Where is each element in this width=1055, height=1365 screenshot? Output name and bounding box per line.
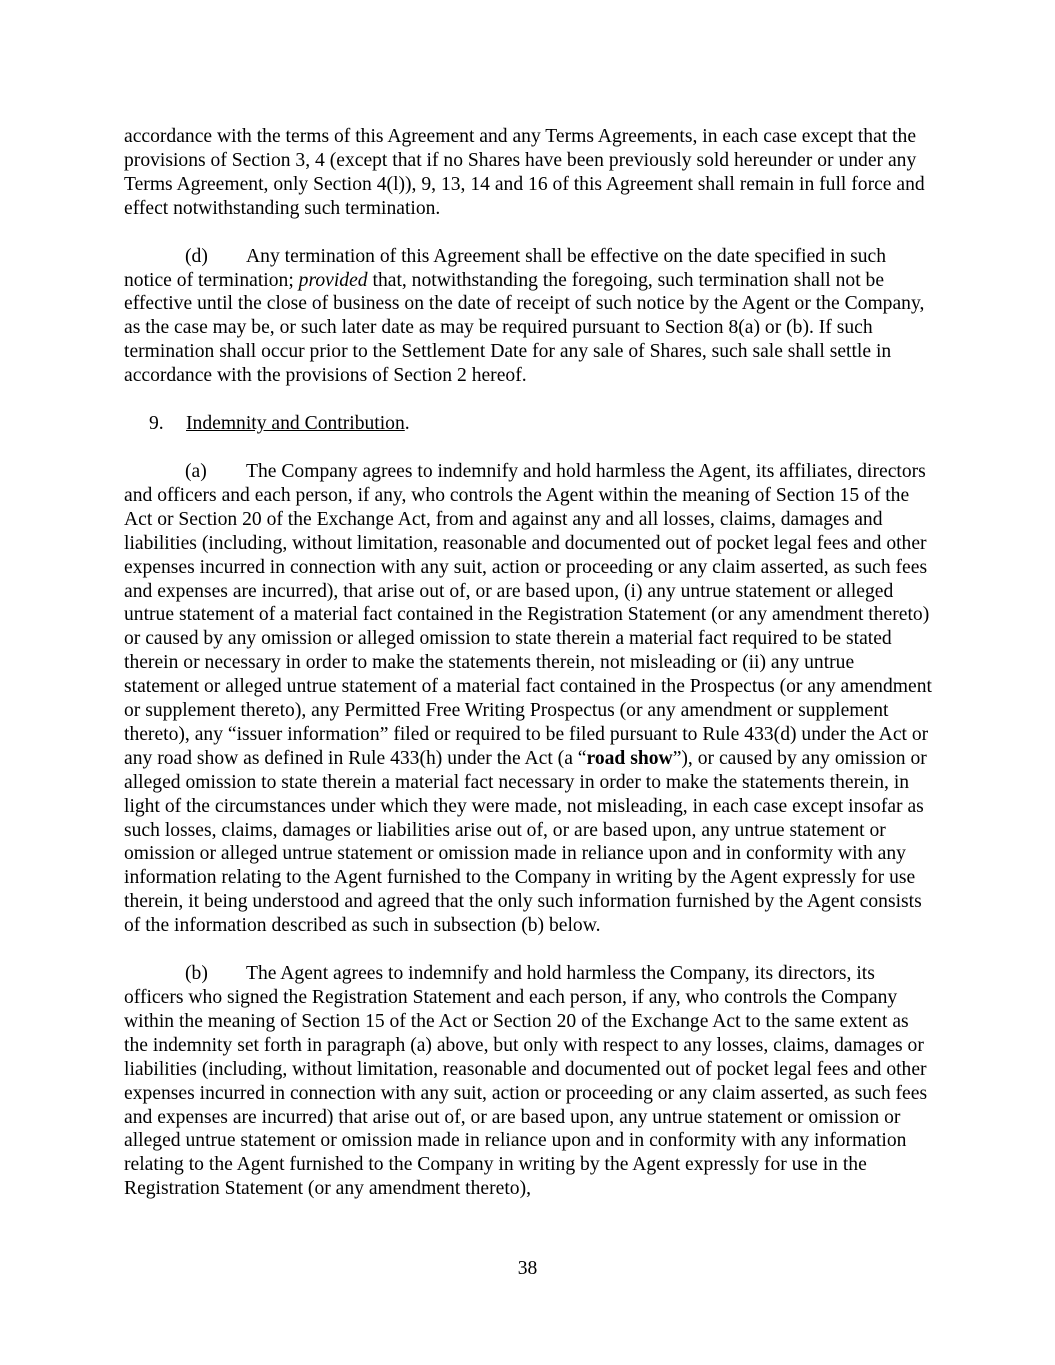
paragraph-continuation: accordance with the terms of this Agreement and any Terms Agreements, in each case except that the provisions of Section 3, 4 (except that if no Shares have been previously sold hereunder or under any Terms Agreement, only Section 4(l)), 9, 13, 14 and 16 of this Agreement shall remain in full force and effect notwithstanding such termination. [124,126,925,219]
paragraph-text: that, notwithstanding the foregoing, such termination shall not be effective until the close of business on the date of receipt of such notice by the Agent or the Company, as the case may be, or such later date as may be required pursuant to Section 8(a) or (b). If such termination shall occur prior to the Settlement Date for any sale of Shares, such sale shall settle in accordance with the provisions of Section 2 hereof. [124,269,925,387]
paragraph-label: (b) [185,963,208,985]
paragraph-text: The Company agrees to indemnify and hold harmless the Agent, its affiliates, directors and officers and each person, if any, who controls the Agent within the meaning of Section 15 of the Act or Section 20 of the Exchange Act, from and against any and all losses, claims, damages and liabilities (including, without limitation, reasonable and documented out of pocket legal fees and other expenses incurred in connection with any suit, action or proceeding or any claim asserted, as such fees and expenses are incurred), that arise out of, or are based upon, (i) any untrue statement or alleged untrue statement of a material fact contained in the Registration Statement (or any amendment thereto) or caused by any omission or alleged omission to state therein a material fact required to be stated therein or necessary in order to make the statements therein, not misleading or (ii) any untrue statement or alleged untrue statement of a material fact contained in the Prospectus (or any amendment or supplement thereto), any Permitted Free Writing Prospectus (or any amendment or supplement thereto), any “issuer information” filed or required to be filed pursuant to Rule 433(d) under the Act or any road show as defined in Rule 433(h) under the Act (a “ [124,460,932,769]
paragraph-text: Any termination of this Agreement shall be effective on the date specified in such notice of termination; [124,245,887,291]
section-title: Indemnity and Contribution [186,413,405,435]
paragraph-text: ”), or caused by any omission or alleged omission to state therein a material fact necessary in order to make the statements therein, in light of the circumstances under which they were made, not misleading, in each case except insofar as such losses, claims, damages or liabilities arise out of, or are based upon, any untrue statement or omission or alleged untrue statement or omission made in reliance upon and in conformity with any information relating to the Agent furnished to the Company in writing by the Agent expressly for use therein, it being understood and agreed that the only such information furnished by the Agent consists of the information described as such in subsection (b) below. [124,747,927,937]
paragraph-label: (a) [185,460,207,482]
page-number: 38 [517,1258,538,1279]
italic-term: provided [298,269,368,291]
paragraph-text: The Agent agrees to indemnify and hold harmless the Company, its directors, its officers who signed the Registration Statement and each person, if any, who controls the Company within the meaning of Section 15 of the Act or Section 20 of the Exchange Act to the same extent as the indemnity set forth in paragraph (a) above, but only with respect to any losses, claims, damages or liabilities (including, without limitation, reasonable and documented out of pocket legal fees and other expenses incurred in connection with any suit, action or proceeding or any claim asserted, as such fees and expenses are incurred) that arise out of, or are based upon, any untrue statement or omission or alleged untrue statement or omission made in reliance upon and in conformity with any information relating to the Agent furnished to the Company in writing by the Agent expressly for use in the Registration Statement (or any amendment thereto), [124,963,928,1200]
bold-defined-term: road show [586,747,673,769]
document-page [124,125,932,1225]
paragraph-d [124,245,932,388]
section-number: 9. [149,413,164,435]
section-title-period: . [404,413,410,435]
paragraph-label: (d) [185,245,208,267]
paragraph-b [124,962,932,1201]
paragraph-a [124,460,932,938]
section-heading [124,412,932,436]
